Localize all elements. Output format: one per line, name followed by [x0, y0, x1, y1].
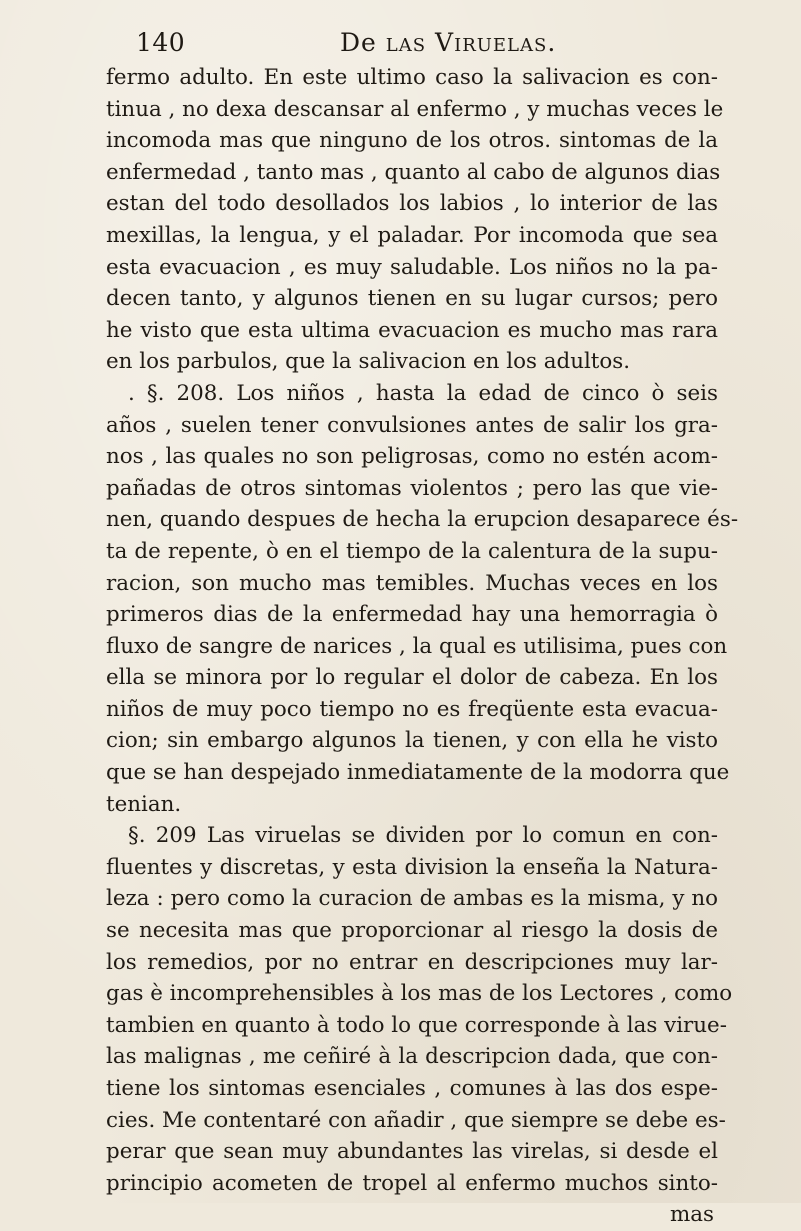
text-line: niños de muy poco tiempo no es freqüente esta evacua- — [106, 696, 718, 722]
text-line: los remedios, por no entrar en descripciones muy lar- — [106, 949, 718, 975]
text-line: fluxo de sangre de narices , la qual es utilisima, pues con — [106, 633, 728, 659]
text-line-section-209: §. 209 Las viruelas se dividen por lo comun en con- — [128, 823, 718, 849]
text-line: incomoda mas que ninguno de los otros. sintomas de la — [106, 128, 718, 154]
text-line: tinua , no dexa descansar al enfermo , y muchas veces le — [106, 96, 724, 122]
catchword: mas — [669, 1202, 714, 1228]
text-line: ella se minora por lo regular el dolor de cabeza. En los — [106, 665, 718, 691]
text-line: cies. Me contentaré con añadir , que siempre se debe es- — [106, 1107, 726, 1133]
text-line: tambien en quanto à todo lo que corresponde à las virue- — [106, 1012, 727, 1038]
text-line: estan del todo desollados los labios , lo interior de las — [106, 191, 718, 217]
text-line: perar que sean muy abundantes las virelas, si desde el — [106, 1139, 718, 1165]
text-line: las malignas , me ceñiré à la descripcion dada, que con- — [106, 1044, 718, 1070]
text-line: se necesita mas que proporcionar al riesgo la dosis de — [106, 918, 718, 944]
text-line: fluentes y discretas, y esta division la enseña la Natura- — [106, 854, 718, 880]
page-header — [136, 22, 566, 62]
text-line: gas è incomprehensibles à los mas de los Lectores , como — [106, 981, 733, 1007]
text-line: decen tanto, y algunos tienen en su lugar cursos; pero — [106, 286, 718, 312]
body-text — [106, 62, 739, 1231]
running-head-prefix: De — [340, 28, 377, 57]
text-line: ta de repente, ò en el tiempo de la calentura de la supu- — [106, 538, 718, 564]
text-line: enfermedad , tanto mas , quanto al cabo de algunos dias — [106, 159, 721, 185]
text-line: años , suelen tener convulsiones antes de salir los gra- — [106, 412, 718, 438]
text-line-paragraph-end: tenian. — [106, 791, 182, 817]
text-line: primeros dias de la enfermedad hay una hemorragia ò — [106, 602, 718, 628]
text-line: tiene los sintomas esenciales , comunes à las dos espe- — [106, 1076, 718, 1101]
text-line-paragraph-end: en los parbulos, que la salivacion en los adultos. — [106, 349, 631, 375]
text-line: he visto que esta ultima evacuacion es mucho mas rara — [106, 317, 718, 343]
text-line: nen, quando despues de hecha la erupcion desaparece és- — [106, 507, 739, 533]
text-line: pañadas de otros sintomas violentos ; pero las que vie- — [106, 475, 718, 501]
text-line: mexillas, la lengua, y el paladar. Por incomoda que sea — [106, 222, 718, 248]
text-line: leza : pero como la curacion de ambas es la misma, y no — [106, 886, 718, 912]
text-line: nos , las quales no son peligrosas, como no estén acom- — [106, 444, 718, 470]
running-head-title: las Viruelas. — [385, 28, 557, 57]
text-line: fermo adulto. En este ultimo caso la salivacion es con- — [106, 65, 718, 90]
text-line: que se han despejado inmediatamente de la modorra que — [106, 760, 730, 786]
text-line: racion, son mucho mas temibles. Muchas veces en los — [106, 570, 718, 596]
page-number: 140 — [136, 28, 186, 57]
text-line: principio acometen de tropel al enfermo muchos sinto- — [106, 1170, 718, 1196]
text-line: esta evacuacion , es muy saludable. Los niños no la pa- — [106, 254, 718, 280]
running-head — [340, 28, 556, 57]
text-line-section-208: . §. 208. Los niños , hasta la edad de cinco ò seis — [128, 380, 718, 406]
text-line: cion; sin embargo algunos la tienen, y con ella he visto — [106, 728, 718, 754]
